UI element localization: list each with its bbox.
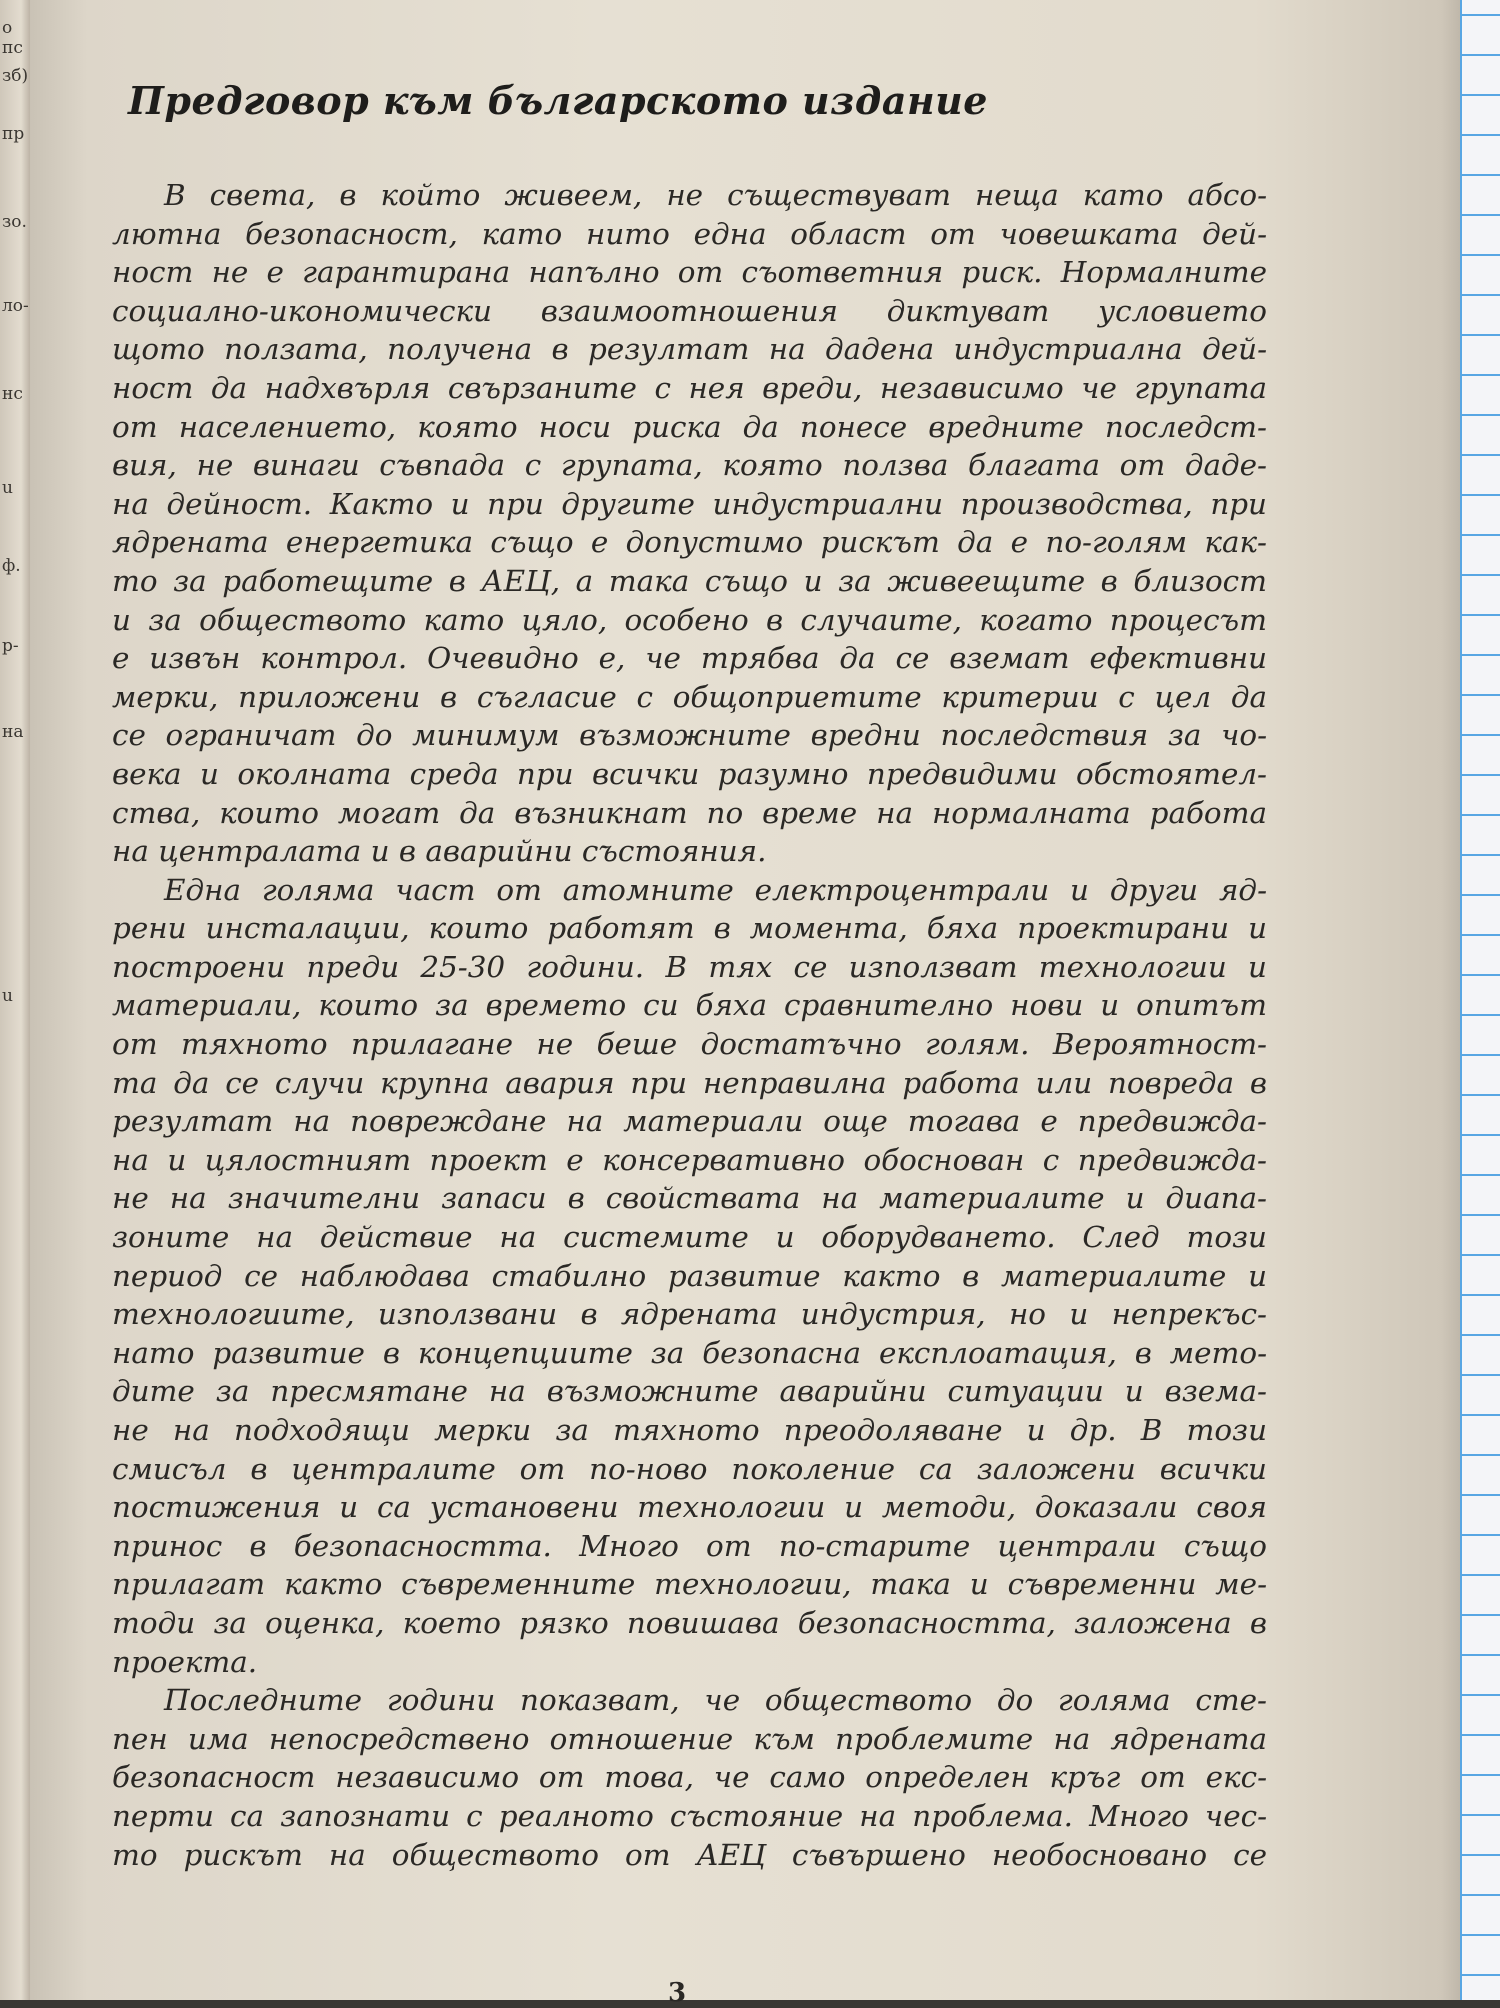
text-line: вия, не винаги съвпада с групата, която ползва благата от даде- <box>112 448 1267 483</box>
adjacent-page-fragment: ф. <box>2 556 21 576</box>
text-line: материали, които за времето си бяха сравнително нови и опитът <box>112 988 1267 1023</box>
text-line: смисъл в централите от по-ново поколение са заложени всички <box>112 1451 1267 1486</box>
text-line: нато развитие в концепциите за безопасна експлоатация, в мето- <box>112 1335 1267 1370</box>
text-line: ност не е гарантирана напълно от съответния риск. Нормалните <box>112 255 1267 290</box>
text-line: период се наблюдава стабилно развитие както в материалите и <box>112 1258 1267 1293</box>
text-line: безопасност независимо от това, че само определен кръг от екс- <box>112 1760 1267 1795</box>
adjacent-page-fragment: на <box>2 722 24 742</box>
text-line: ства, които могат да възникнат по време на нормалната работа <box>112 795 1267 830</box>
text-line: мерки, приложени в съгласие с общоприетите критерии с цел да <box>112 679 1267 714</box>
text-line: пен има непосредствено отношение към проблемите на ядрената <box>112 1721 1267 1756</box>
adjacent-page-fragment: р- <box>2 636 19 656</box>
text-line: та да се случи крупна авария при неправилна работа или повреда в <box>112 1065 1267 1100</box>
text-line: социално-икономически взаимоотношения диктуват условието <box>112 293 1267 328</box>
text-line: прилагат както съвременните технологии, така и съвременни ме- <box>112 1567 1267 1602</box>
text-line: на и цялостният проект е консервативно обоснован с предвижда- <box>112 1142 1267 1177</box>
text-line: рени инсталации, които работят в момента, бяха проектирани и <box>112 911 1267 946</box>
text-line: технологиите, използвани в ядрената индустрия, но и непрекъс- <box>112 1297 1267 1332</box>
adjacent-page-fragment: нс <box>2 384 23 404</box>
text-line: резултат на повреждане на материали още тогава е предвижда- <box>112 1104 1267 1139</box>
text-line: то рискът на обществото от АЕЦ съвършено необосновано се <box>112 1837 1267 1872</box>
adjacent-page-fragment: зб) <box>2 66 29 86</box>
adjacent-page-fragment: u <box>2 986 13 1006</box>
text-line: не на значителни запаси в свойствата на материалите и диапа- <box>112 1181 1267 1216</box>
text-line: и за обществото като цяло, особено в случаите, когато процесът <box>112 602 1267 637</box>
text-line: построени преди 25-30 години. В тях се използват технологии и <box>112 949 1267 984</box>
grid-paper-edge <box>1460 0 1500 2000</box>
text-line: Една голяма част от атомните електроцентрали и други яд- <box>164 872 1267 907</box>
text-line: века и околната среда при всички разумно предвидими обстоятел- <box>112 756 1267 791</box>
text-line: от тяхното прилагане не беше достатъчно голям. Вероятност- <box>112 1027 1267 1062</box>
text-line: не на подходящи мерки за тяхното преодоляване и др. В този <box>112 1413 1267 1447</box>
text-line: на централата и в аварийни състояния. <box>112 834 767 869</box>
page-number: 3 <box>668 1978 687 2008</box>
text-line: щото ползата, получена в резултат на дадена индустриална дей- <box>112 332 1267 367</box>
adjacent-page-fragment: зо. <box>2 212 27 232</box>
text-line: тоди за оценка, което рязко повишава безопасността, заложена в <box>112 1605 1267 1640</box>
adjacent-page-fragment: о пс <box>2 18 23 58</box>
adjacent-page-fragment: ло- <box>2 296 29 316</box>
text-line: Последните години показват, че обществото до голяма сте- <box>164 1683 1267 1718</box>
text-line: е извън контрол. Очевидно е, че трябва да се вземат ефективни <box>112 641 1267 676</box>
adjacent-page-fragment: пр <box>2 124 25 144</box>
text-line: перти са запознати с реалното състояние на проблема. Много чес- <box>112 1798 1267 1833</box>
text-line: се ограничат до минимум възможните вредни последствия за чо- <box>112 718 1267 753</box>
text-line: постижения и са установени технологии и методи, доказали своя <box>112 1490 1267 1525</box>
text-line: от населението, която носи риска да понесе вредните последст- <box>112 409 1267 444</box>
text-line: то за работещите в АЕЦ, а така също и за живеещите в близост <box>112 563 1267 598</box>
text-line: принос в безопасността. Много от по-старите централи също <box>112 1528 1267 1563</box>
text-line: на дейност. Както и при другите индустриални производства, при <box>112 486 1267 521</box>
adjacent-page-fragment: u <box>2 478 13 498</box>
text-line: проекта. <box>112 1644 258 1679</box>
text-line: ядрената енергетика също е допустимо рискът да е по-голям как- <box>112 525 1267 560</box>
adjacent-page-edge <box>0 0 30 2000</box>
page-heading: Предговор към българското издание <box>128 78 988 123</box>
text-line: лютна безопасност, като нито една област от човешката дей- <box>112 216 1267 251</box>
text-line: ност да надхвърля свързаните с нея вреди, независимо че групата <box>112 370 1267 405</box>
text-line: зоните на действие на системите и оборудването. След този <box>112 1220 1267 1255</box>
text-line: дите за пресмятане на възможните аварийни ситуации и вземa- <box>112 1374 1267 1409</box>
body-text <box>112 176 1267 1874</box>
text-line: В света, в който живеем, не съществуват неща като абсо- <box>164 178 1267 212</box>
